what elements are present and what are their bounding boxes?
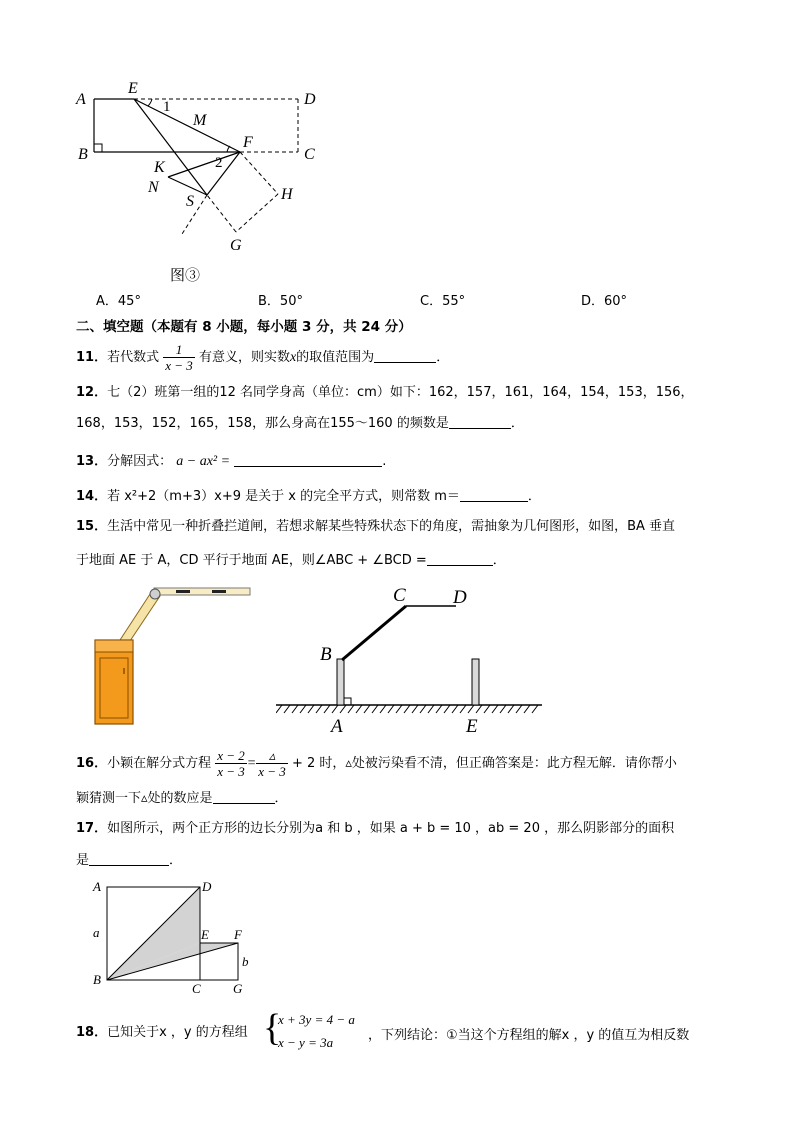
- question-16-line2: 颖猜测一下▵处的数应是 ．: [76, 791, 288, 806]
- q15-answer-blank[interactable]: [427, 551, 493, 566]
- q17-label-G: G: [233, 981, 243, 996]
- fig3-label-B: B: [78, 146, 88, 163]
- fig3-label-G: G: [230, 237, 242, 254]
- fig3-label-C: C: [304, 146, 315, 163]
- q15-label-D: D: [453, 587, 467, 608]
- question-15-line1: 15．生活中常见一种折叠拦道闸，若想求解某些特殊状态下的角度，需抽象为几何图形，如图，BA 垂直: [76, 519, 676, 534]
- barrier-gate-illustration: [90, 582, 260, 727]
- q17-label-F: F: [234, 927, 242, 942]
- option-d: D．60°: [581, 294, 628, 309]
- fig3-label-H: H: [281, 186, 293, 203]
- question-13: 13．分解因式： a − ax² = .: [76, 454, 387, 469]
- fig3-label-K: K: [154, 159, 165, 176]
- option-c: C．55°: [420, 294, 466, 309]
- question-18-post: ，下列结论：①当这个方程组的解x ，y 的值互为相反数: [368, 1028, 690, 1043]
- q17-label-E: E: [201, 927, 209, 942]
- question-12-line1: 12．七（2）班第一组的12 名同学身高（单位：cm）如下：162，157，161，164，154，153，156，: [76, 385, 694, 400]
- question-15-line2: 于地面 AE 于 A，CD 平行于地面 AE，则∠ABC + ∠BCD = ．: [76, 553, 506, 568]
- q18-system-brace: {: [263, 1007, 282, 1049]
- q16-answer-blank[interactable]: [213, 789, 275, 804]
- q18-equation-1: x + 3y = 4 − a: [278, 1012, 355, 1027]
- q12-answer-blank[interactable]: [449, 414, 511, 429]
- q13-answer-blank[interactable]: [234, 452, 382, 467]
- fig3-label-one: 1: [163, 99, 171, 115]
- question-17-line1: 17．如图所示，两个正方形的边长分别为a 和 b ，如果 a + b = 10 ，ab = 20 ，那么阴影部分的面积: [76, 821, 675, 836]
- q15-label-C: C: [393, 585, 406, 606]
- fig3-label-two: 2: [215, 155, 223, 171]
- fig3-label-N: N: [148, 179, 159, 196]
- q17-label-D: D: [202, 879, 212, 894]
- q18-equation-2: x − y = 3a: [278, 1035, 334, 1050]
- q17-answer-blank[interactable]: [89, 851, 169, 866]
- fig3-label-A: A: [76, 91, 86, 108]
- q11-fraction: $\frac{1}{x - 3}$: [165, 342, 193, 373]
- fig3-label-D: D: [304, 91, 316, 108]
- q17-label-C: C: [192, 981, 201, 996]
- q17-label-B: B: [93, 972, 101, 987]
- option-b: B．50°: [258, 294, 303, 309]
- fig3-label-S: S: [186, 193, 194, 210]
- q14-answer-blank[interactable]: [460, 487, 528, 502]
- question-18-pre: 18．已知关于x ，y 的方程组: [76, 1025, 248, 1040]
- question-12-line2: 168，153，152，165，158，那么身高在155～160 的频数是 ．: [76, 416, 524, 431]
- question-17-line2: 是 ．: [76, 853, 183, 868]
- figure-3: [70, 82, 340, 292]
- q17-label-a: a: [93, 925, 100, 940]
- question-14: 14．若 x²+2（m+3）x+9 是关于 x 的完全平方式，则常数 m＝ ．: [76, 489, 541, 504]
- q15-label-B: B: [320, 644, 332, 665]
- q17-figure: [88, 876, 258, 996]
- q15-figure: [276, 582, 546, 734]
- section-2-title: 二、填空题（本题有 8 小题，每小题 3 分，共 24 分）: [76, 319, 412, 335]
- q17-label-b: b: [242, 954, 249, 969]
- fig3-caption: 图③: [170, 268, 201, 284]
- q15-label-E: E: [466, 716, 478, 734]
- q15-label-A: A: [331, 716, 343, 734]
- question-11: 11．若代数式 $\frac{1}{x - 3}$ 有意义，则实数x的取值范围为 ．: [76, 342, 450, 373]
- fig3-label-F: F: [243, 134, 253, 151]
- q11-answer-blank[interactable]: [374, 348, 436, 363]
- option-a: A．45°: [96, 294, 141, 309]
- q17-label-A: A: [93, 879, 101, 894]
- fig3-label-M: M: [193, 112, 207, 129]
- fig3-label-E: E: [128, 82, 138, 97]
- question-16-line1: 16．小颖在解分式方程 $\frac{x - 2}{x - 3}$ = $\frac{▵}{x - 3}$ + 2 时，▵处被污染看不清，但正确答案是：此方程无解．请你帮小: [76, 748, 677, 779]
